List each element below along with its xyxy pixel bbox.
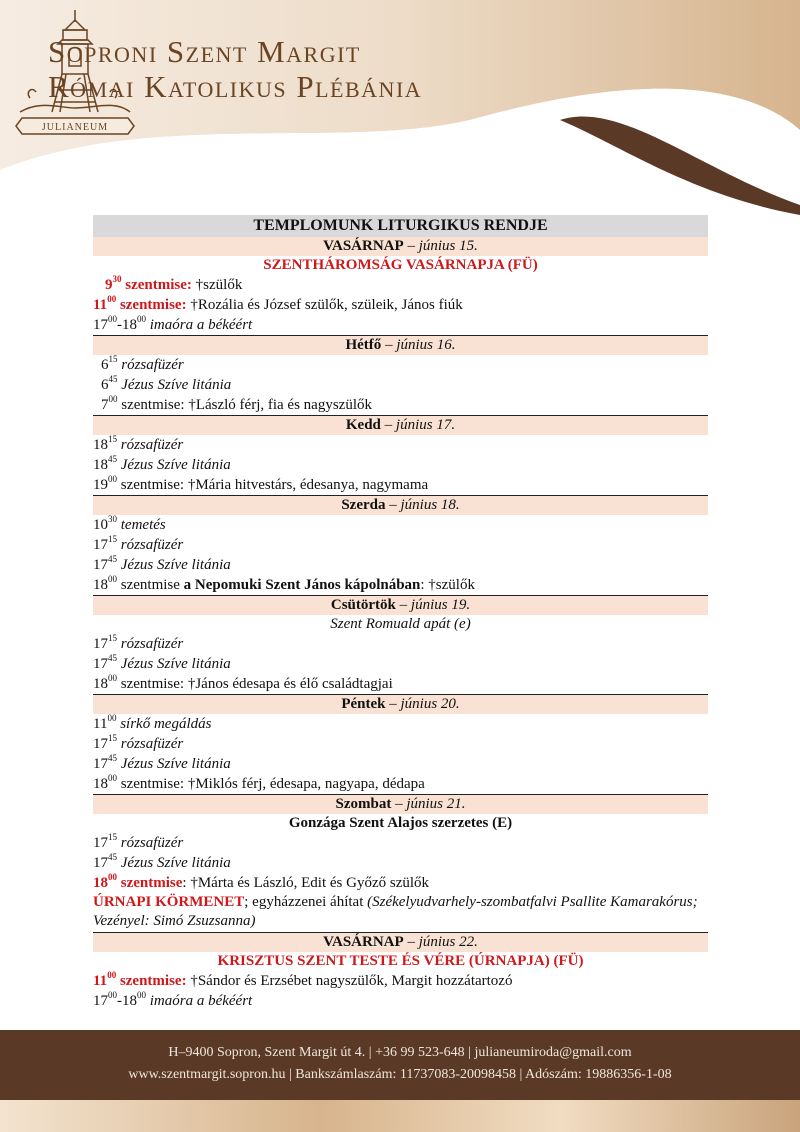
feast-trinity-sunday: SZENTHÁROMSÁG VASÁRNAPJA (FÜ)	[263, 257, 538, 273]
day-header-friday: Péntek – június 20.	[93, 695, 708, 714]
list-item: $6^{15}$ rózsafüzér	[101, 354, 184, 373]
parish-title-line1: Soproni Szent Margit	[48, 34, 361, 69]
list-item: $9^{30}$ szentmise: †szülők	[105, 274, 243, 293]
schedule	[93, 215, 708, 1011]
list-item: $17^{45}$ Jézus Szíve litánia	[93, 554, 231, 573]
feast-corpus-christi: KRISZTUS SZENT TESTE ÉS VÉRE (ÚRNAPJA) (FÜ)	[217, 953, 584, 969]
schedule-title: TEMPLOMUNK LITURGIKUS RENDJE	[93, 215, 708, 237]
procession-note: ÚRNAPI KÖRMENET; egyházzenei áhítat (Székelyudvarhely-szombatfalvi Psallite Kamarakórus; Vezényel: Simó Zsuzsanna)	[93, 894, 698, 929]
day-header-thursday: Csütörtök – június 19.	[93, 596, 708, 615]
list-item: $18^{00}$ szentmise: †János édesapa és élő családtagjai	[93, 673, 393, 692]
feast-saint-aloysius: Gonzága Szent Alajos szerzetes (E)	[288, 815, 513, 831]
list-item: $11^{00}$ szentmise: †Sándor és Erzsébet nagyszülők, Margit hozzátartozó	[93, 970, 513, 989]
bottom-decor-band	[0, 1100, 800, 1132]
list-item: $11^{00}$ sírkő megáldás	[93, 713, 212, 732]
list-item: $6^{45}$ Jézus Szíve litánia	[101, 374, 232, 393]
list-item: $17^{45}$ Jézus Szíve litánia	[93, 852, 231, 871]
list-item: $17^{15}$ rózsafüzér	[93, 534, 184, 553]
parish-title-line2: Római Katolikus Plébánia	[48, 69, 423, 104]
list-item: $17^{45}$ Jézus Szíve litánia	[93, 653, 231, 672]
julianeum-logo-icon	[0, 0, 150, 150]
day-header-sunday-22: VASÁRNAP – június 22.	[93, 933, 708, 952]
list-item: $11^{00}$ szentmise: †Rozália és József szülők, szüleik, János fiúk	[93, 294, 463, 313]
list-item: $17^{15}$ rózsafüzér	[93, 733, 184, 752]
page-footer	[0, 1030, 800, 1100]
day-header-sunday-15: VASÁRNAP – június 15.	[93, 237, 708, 256]
footer-contact: H–9400 Sopron, Szent Margit út 4. | +36 99 523-648 | julianeumiroda@gmail.com	[168, 1045, 632, 1060]
list-item: $10^{30}$ temetés	[93, 514, 166, 533]
list-item: $18^{00}$ szentmise: †Miklós férj, édesapa, nagyapa, dédapa	[93, 773, 425, 792]
list-item: $17^{15}$ rózsafüzér	[93, 633, 184, 652]
list-item: $18^{45}$ Jézus Szíve litánia	[93, 454, 231, 473]
list-item: $18^{00}$ szentmise: †Márta és László, Edit és Győző szülők	[93, 872, 430, 891]
feast-saint-romuald: Szent Romuald apát (e)	[330, 616, 471, 632]
list-item: $17^{15}$ rózsafüzér	[93, 832, 184, 851]
day-header-wednesday: Szerda – június 18.	[93, 496, 708, 515]
list-item: $19^{00}$ szentmise: †Mária hitvestárs, édesanya, nagymama	[93, 474, 429, 493]
day-header-tuesday: Kedd – június 17.	[93, 416, 708, 435]
list-item: $17^{00}-18^{00}$ imaóra a békéért	[93, 314, 253, 333]
list-item: $18^{15}$ rózsafüzér	[93, 434, 184, 453]
day-header-monday: Hétfő – június 16.	[93, 336, 708, 355]
page-header	[0, 0, 800, 215]
footer-bank-info: www.szentmargit.sopron.hu | Bankszámlaszám: 11737083-20098458 | Adószám: 19886356-1-08	[128, 1067, 672, 1082]
svg-text:JULIANEUM: JULIANEUM	[41, 122, 109, 133]
day-header-saturday: Szombat – június 21.	[93, 795, 708, 814]
list-item: $7^{00}$ szentmise: †László férj, fia és nagyszülők	[101, 394, 373, 413]
list-item: $18^{00}$ szentmise a Nepomuki Szent János kápolnában: †szülők	[93, 574, 475, 593]
list-item: $17^{00}-18^{00}$ imaóra a békéért	[93, 990, 253, 1009]
list-item: $17^{45}$ Jézus Szíve litánia	[93, 753, 231, 772]
